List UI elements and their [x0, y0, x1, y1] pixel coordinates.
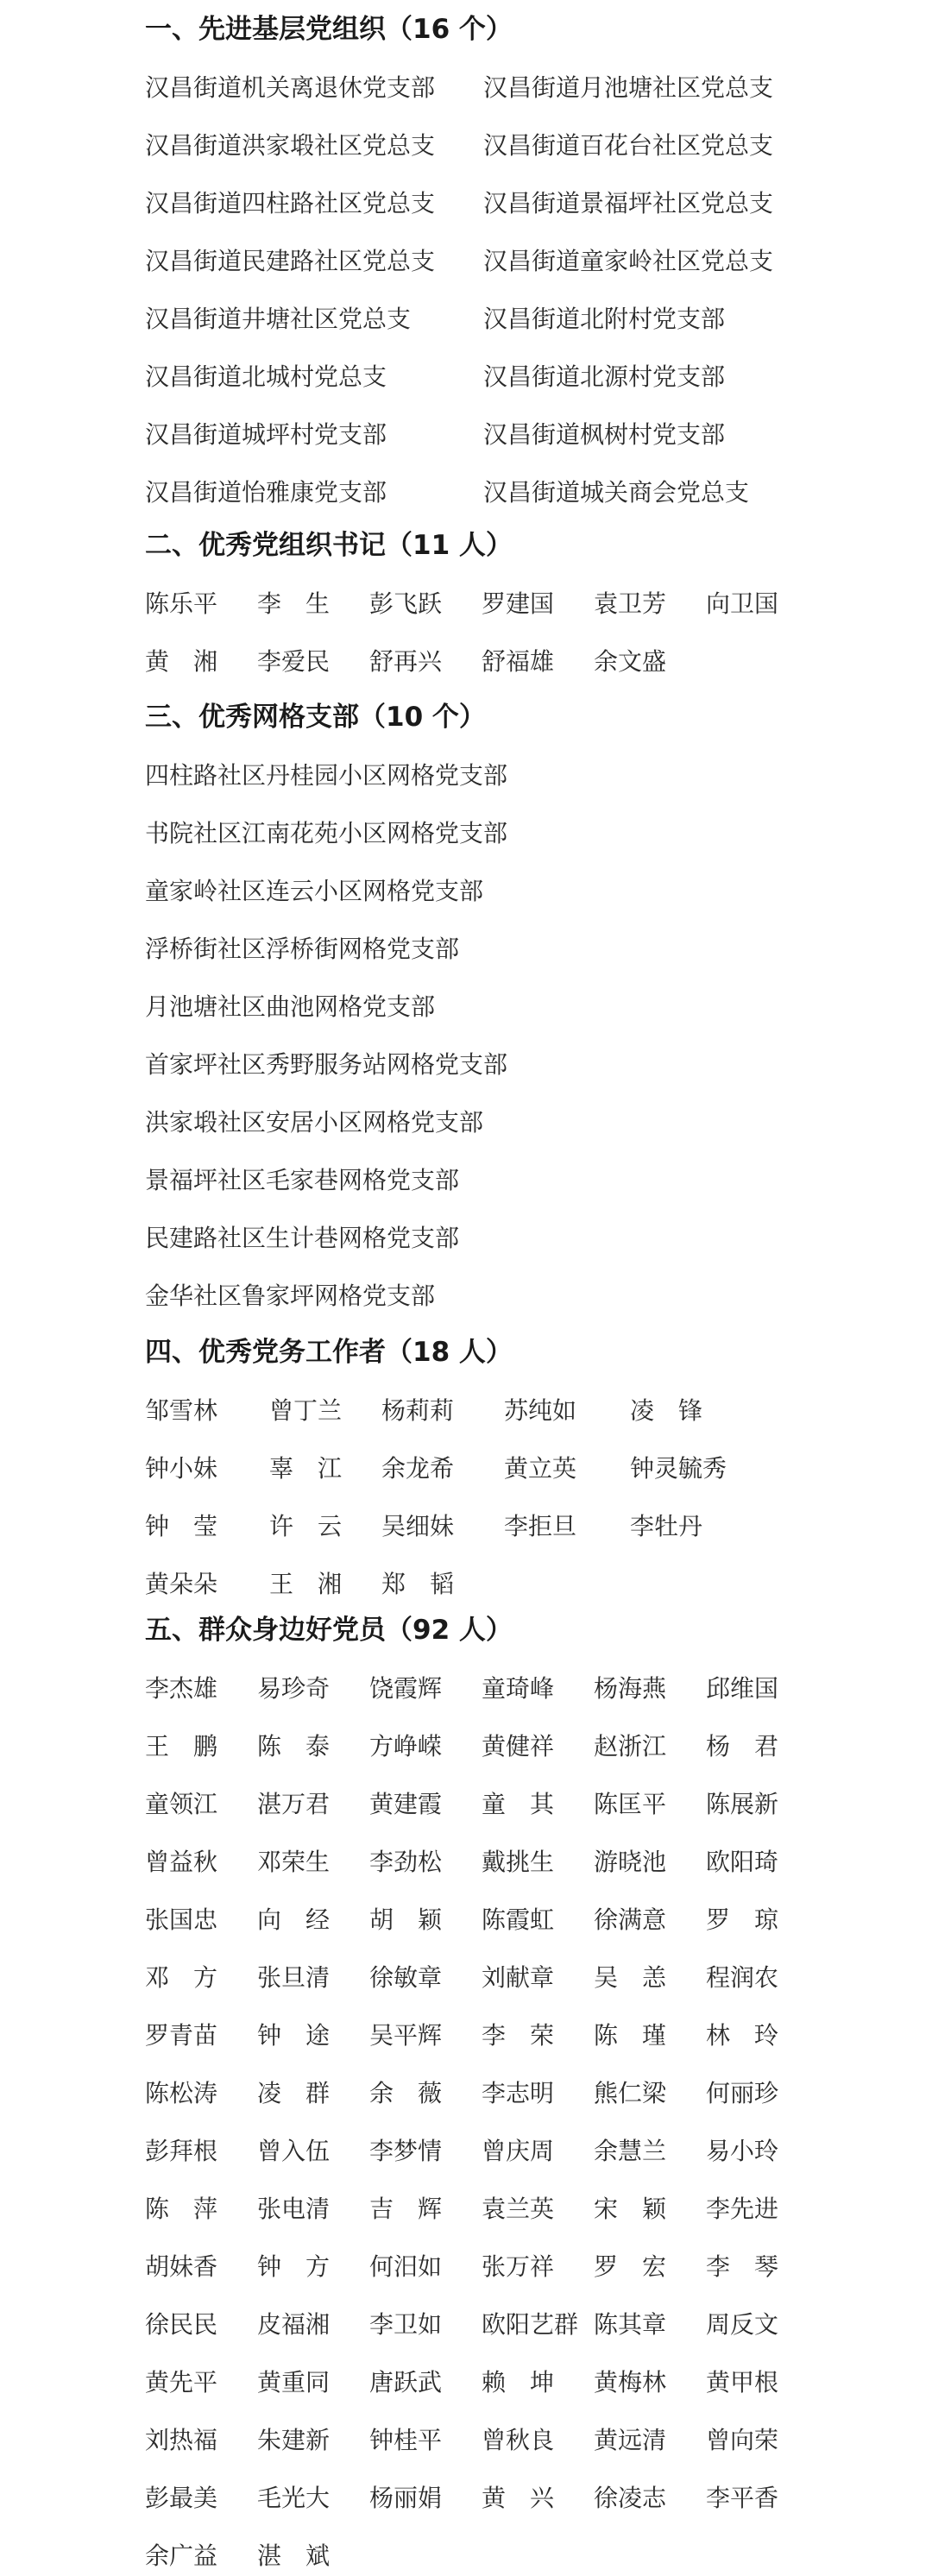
- list-item: 汉昌街道机关离退休党支部: [145, 73, 436, 102]
- list-item: 曾益秋: [145, 1848, 218, 1876]
- list-item: 徐民民: [145, 2310, 218, 2339]
- list-item: 凌 群: [257, 2079, 331, 2107]
- list-item: 陈匡平: [594, 1790, 667, 1818]
- list-item: 黄梅林: [594, 2368, 667, 2396]
- list-item: 童 其: [482, 1790, 555, 1818]
- list-item: 金华社区鲁家坪网格党支部: [145, 1282, 436, 1310]
- list-item: 邹雪林: [145, 1396, 218, 1425]
- list-item: 曾秋良: [482, 2426, 555, 2454]
- list-item: 吴细妹: [381, 1512, 455, 1540]
- list-item: 钟小妹: [145, 1454, 218, 1483]
- list-item: 余 薇: [369, 2079, 443, 2107]
- list-item: 张电清: [257, 2195, 331, 2223]
- list-item: 李劲松: [369, 1848, 443, 1876]
- list-item: 方峥嵘: [369, 1732, 443, 1760]
- list-item: 曾入伍: [257, 2137, 331, 2165]
- list-item: 李 荣: [482, 2021, 555, 2050]
- list-item: 宋 颖: [594, 2195, 667, 2223]
- list-item: 汉昌街道四柱路社区党总支: [145, 189, 436, 217]
- list-item: 湛万君: [257, 1790, 331, 1818]
- list-item: 罗 琼: [706, 1905, 779, 1934]
- list-item: 杨 君: [706, 1732, 779, 1760]
- list-item: 陈 萍: [145, 2195, 218, 2223]
- list-item: 民建路社区生计巷网格党支部: [145, 1224, 460, 1252]
- list-item: 汉昌街道枫树村党支部: [483, 420, 726, 449]
- list-item: 陈松涛: [145, 2079, 218, 2107]
- list-item: 邓荣生: [257, 1848, 331, 1876]
- list-item: 钟 途: [257, 2021, 331, 2050]
- list-item: 黄建霞: [369, 1790, 443, 1818]
- list-item: 钟 方: [257, 2252, 331, 2281]
- list-item: 徐凌志: [594, 2484, 667, 2512]
- list-item: 何汨如: [369, 2252, 443, 2281]
- list-item: 毛光大: [257, 2484, 331, 2512]
- list-item: 罗建国: [482, 589, 555, 618]
- list-item: 汉昌街道民建路社区党总支: [145, 247, 436, 275]
- list-item: 罗 宏: [594, 2252, 667, 2281]
- list-item: 赵浙江: [594, 1732, 667, 1760]
- list-item: 陈乐平: [145, 589, 218, 618]
- list-item: 汉昌街道怡雅康党支部: [145, 478, 387, 507]
- list-item: 罗青苗: [145, 2021, 218, 2050]
- list-item: 王 湘: [269, 1570, 343, 1598]
- list-item: 汉昌街道井塘社区党总支: [145, 305, 412, 333]
- list-item: 刘热福: [145, 2426, 218, 2454]
- list-item: 许 云: [269, 1512, 343, 1540]
- list-item: 钟 莹: [145, 1512, 218, 1540]
- list-item: 苏纯如: [504, 1396, 577, 1425]
- list-item: 黄甲根: [706, 2368, 779, 2396]
- section-heading: 五、群众身边好党员（92 人）: [145, 1615, 513, 1646]
- list-item: 汉昌街道景福坪社区党总支: [483, 189, 774, 217]
- list-item: 四柱路社区丹桂园小区网格党支部: [145, 761, 508, 790]
- list-item: 首家坪社区秀野服务站网格党支部: [145, 1050, 508, 1079]
- list-item: 李爱民: [257, 647, 331, 676]
- list-item: 易小玲: [706, 2137, 779, 2165]
- list-item: 李卫如: [369, 2310, 443, 2339]
- list-item: 陈 瑾: [594, 2021, 667, 2050]
- list-item: 李拒旦: [504, 1512, 577, 1540]
- list-item: 熊仁梁: [594, 2079, 667, 2107]
- list-item: 程润农: [706, 1963, 779, 1992]
- list-item: 余广益: [145, 2541, 218, 2570]
- list-item: 钟灵毓秀: [630, 1454, 727, 1483]
- list-item: 徐满意: [594, 1905, 667, 1934]
- list-item: 王 鹏: [145, 1732, 218, 1760]
- list-item: 黄立英: [504, 1454, 577, 1483]
- list-item: 邓 方: [145, 1963, 218, 1992]
- list-item: 浮桥街社区浮桥街网格党支部: [145, 935, 460, 963]
- list-item: 朱建新: [257, 2426, 331, 2454]
- list-item: 向 经: [257, 1905, 331, 1934]
- list-item: 胡妹香: [145, 2252, 218, 2281]
- list-item: 黄远清: [594, 2426, 667, 2454]
- list-item: 钟桂平: [369, 2426, 443, 2454]
- list-item: 汉昌街道北附村党支部: [483, 305, 726, 333]
- list-item: 赖 坤: [482, 2368, 555, 2396]
- list-item: 黄先平: [145, 2368, 218, 2396]
- list-item: 胡 颖: [369, 1905, 443, 1934]
- list-item: 汉昌街道童家岭社区党总支: [483, 247, 774, 275]
- list-item: 易珍奇: [257, 1674, 331, 1703]
- list-item: 何丽珍: [706, 2079, 779, 2107]
- list-item: 张旦清: [257, 1963, 331, 1992]
- list-item: 汉昌街道北源村党支部: [483, 362, 726, 391]
- section-heading: 一、先进基层党组织（16 个）: [145, 14, 513, 45]
- list-item: 向卫国: [706, 589, 779, 618]
- list-item: 林 玲: [706, 2021, 779, 2050]
- list-item: 欧阳琦: [706, 1848, 779, 1876]
- list-item: 杨丽娟: [369, 2484, 443, 2512]
- list-item: 黄重同: [257, 2368, 331, 2396]
- list-item: 饶霞辉: [369, 1674, 443, 1703]
- list-item: 唐跃武: [369, 2368, 443, 2396]
- list-item: 汉昌街道城关商会党总支: [483, 478, 750, 507]
- list-item: 李平香: [706, 2484, 779, 2512]
- list-item: 凌 锋: [630, 1396, 703, 1425]
- list-item: 皮福湘: [257, 2310, 331, 2339]
- list-item: 景福坪社区毛家巷网格党支部: [145, 1166, 460, 1194]
- list-item: 李 生: [257, 589, 331, 618]
- list-item: 汉昌街道百花台社区党总支: [483, 131, 774, 160]
- list-item: 陈霞虹: [482, 1905, 555, 1934]
- list-item: 湛 斌: [257, 2541, 331, 2570]
- list-item: 黄 湘: [145, 647, 218, 676]
- list-item: 洪家塅社区安居小区网格党支部: [145, 1108, 484, 1137]
- list-item: 黄 兴: [482, 2484, 555, 2512]
- list-item: 李先进: [706, 2195, 779, 2223]
- list-item: 彭拜根: [145, 2137, 218, 2165]
- list-item: 刘献章: [482, 1963, 555, 1992]
- list-item: 曾庆周: [482, 2137, 555, 2165]
- list-item: 黄健祥: [482, 1732, 555, 1760]
- list-item: 童琦峰: [482, 1674, 555, 1703]
- list-item: 童家岭社区连云小区网格党支部: [145, 877, 484, 905]
- list-item: 欧阳艺群: [482, 2310, 579, 2339]
- list-item: 曾丁兰: [269, 1396, 343, 1425]
- list-item: 李 琴: [706, 2252, 779, 2281]
- list-item: 吴 恙: [594, 1963, 667, 1992]
- list-item: 吉 辉: [369, 2195, 443, 2223]
- list-item: 汉昌街道月池塘社区党总支: [483, 73, 774, 102]
- list-item: 余慧兰: [594, 2137, 667, 2165]
- list-item: 杨海燕: [594, 1674, 667, 1703]
- list-item: 吴平辉: [369, 2021, 443, 2050]
- list-item: 余龙希: [381, 1454, 455, 1483]
- list-item: 舒再兴: [369, 647, 443, 676]
- list-item: 汉昌街道城坪村党支部: [145, 420, 387, 449]
- list-item: 张万祥: [482, 2252, 555, 2281]
- list-item: 辜 江: [269, 1454, 343, 1483]
- list-item: 汉昌街道洪家塅社区党总支: [145, 131, 436, 160]
- list-item: 余文盛: [594, 647, 667, 676]
- list-item: 邱维国: [706, 1674, 779, 1703]
- list-item: 袁卫芳: [594, 589, 667, 618]
- list-item: 袁兰英: [482, 2195, 555, 2223]
- list-item: 戴挑生: [482, 1848, 555, 1876]
- section-heading: 二、优秀党组织书记（11 人）: [145, 530, 513, 561]
- list-item: 陈 泰: [257, 1732, 331, 1760]
- list-item: 周反文: [706, 2310, 779, 2339]
- list-item: 游晓池: [594, 1848, 667, 1876]
- list-item: 李梦情: [369, 2137, 443, 2165]
- list-item: 郑 韬: [381, 1570, 455, 1598]
- list-item: 杨莉莉: [381, 1396, 455, 1425]
- list-item: 李杰雄: [145, 1674, 218, 1703]
- list-item: 陈其章: [594, 2310, 667, 2339]
- list-item: 徐敏章: [369, 1963, 443, 1992]
- list-item: 陈展新: [706, 1790, 779, 1818]
- list-item: 汉昌街道北城村党总支: [145, 362, 387, 391]
- list-item: 彭飞跃: [369, 589, 443, 618]
- list-item: 黄朵朵: [145, 1570, 218, 1598]
- list-item: 李志明: [482, 2079, 555, 2107]
- list-item: 李牡丹: [630, 1512, 703, 1540]
- section-heading: 三、优秀网格支部（10 个）: [145, 702, 486, 733]
- section-heading: 四、优秀党务工作者（18 人）: [145, 1337, 513, 1368]
- list-item: 张国忠: [145, 1905, 218, 1934]
- list-item: 彭最美: [145, 2484, 218, 2512]
- list-item: 曾向荣: [706, 2426, 779, 2454]
- list-item: 童领江: [145, 1790, 218, 1818]
- list-item: 舒福雄: [482, 647, 555, 676]
- list-item: 书院社区江南花苑小区网格党支部: [145, 819, 508, 847]
- list-item: 月池塘社区曲池网格党支部: [145, 992, 436, 1021]
